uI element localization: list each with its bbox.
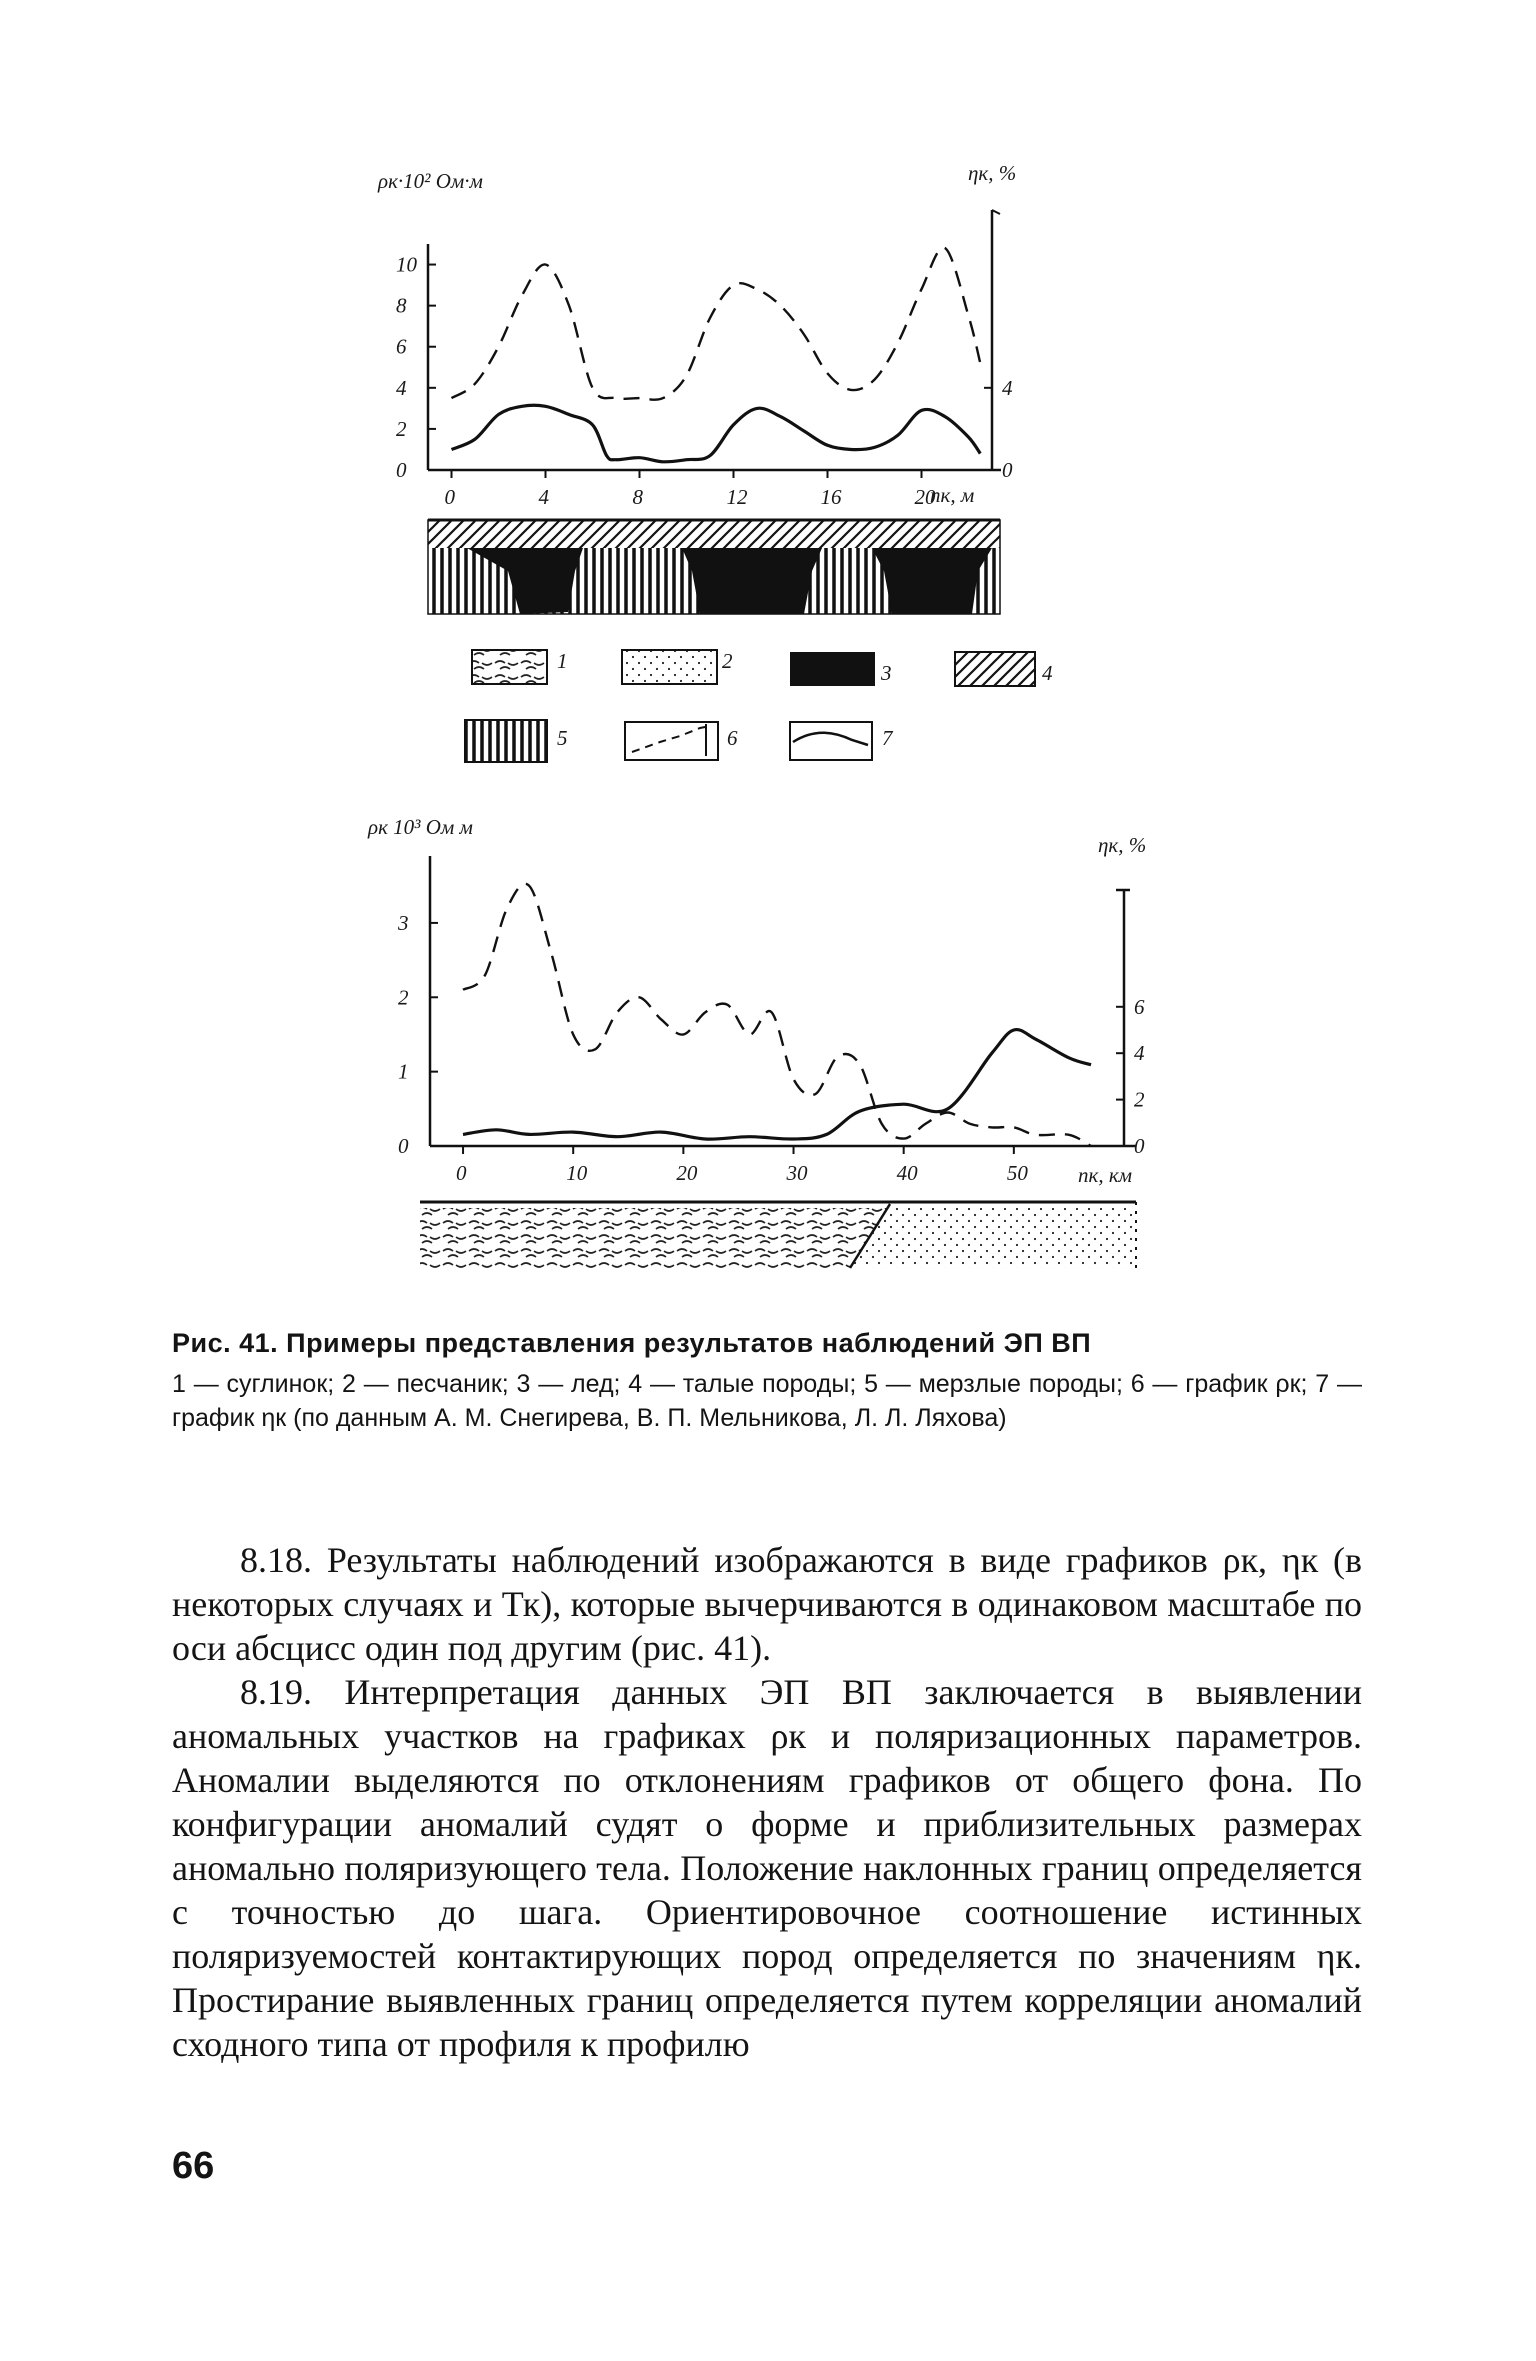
chart2-x-tick-label: 20 bbox=[676, 1161, 698, 1185]
chart2-axes bbox=[430, 856, 1136, 1146]
chart2-x-tick-label: 0 bbox=[456, 1161, 467, 1185]
chart2-series-eta-k bbox=[463, 1030, 1091, 1140]
legend-num-2: 2 bbox=[722, 649, 733, 673]
legend-num-4: 4 bbox=[1042, 661, 1053, 685]
paragraph-8-18: 8.18. Результаты наблюдений изображаются в виде графиков ρк, ηк (в некоторых случаях и Тк), которые вычерчиваются в одинаковом масштабе по оси абсцисс один под другим (рис. 41). bbox=[172, 1540, 1362, 1668]
chart1-axes bbox=[428, 210, 1001, 470]
caption-title: Рис. 41. Примеры представления результатов наблюдений ЭП ВП bbox=[172, 1328, 1092, 1358]
cross-section-2 bbox=[420, 1202, 1136, 1268]
paragraph-8-19: 8.19. Интерпретация данных ЭП ВП заключается в выявлении аномальных участков на графиках ρк и поляризационных параметров. Аномалии выделяются по отклонениям графиков от общего фона. По конфигурации аномалий судят о форме и приблизительных размерах аномально поляризующего тела. Положение наклонных границ определяется с точностью до шага. Ориентировочное соотношение истинных поляризуемостей контактирующих пород определяется по значениям ηк. Простирание выявленных границ определяется путем корреляции аномалий сходного типа от профиля к профилю bbox=[172, 1672, 1362, 2064]
chart1-x-tick-label: 8 bbox=[632, 485, 643, 509]
chart2-y-right-tick-label: 6 bbox=[1134, 994, 1145, 1019]
chart1-y-right-tick-label: 4 bbox=[1002, 375, 1013, 400]
cross-section-1 bbox=[428, 520, 1000, 614]
sandstone-layer bbox=[850, 1208, 1136, 1268]
chart2-x-tick-label: 40 bbox=[896, 1161, 918, 1185]
legend-swatch-loam bbox=[472, 650, 547, 684]
body-text bbox=[172, 1538, 1362, 2066]
chart2-x-tick-label: 30 bbox=[786, 1161, 808, 1185]
chart2-y-right-tick-label: 2 bbox=[1134, 1087, 1145, 1112]
legend-num-6: 6 bbox=[727, 726, 738, 750]
legend-num-1: 1 bbox=[557, 649, 568, 673]
chart2-y-left-tick-label: 3 bbox=[398, 910, 409, 935]
chart2-x-ticks bbox=[456, 1146, 1028, 1185]
chart1-y-left-tick-label: 6 bbox=[396, 334, 407, 359]
chart1-y-left-tick-label: 2 bbox=[396, 416, 407, 441]
chart1-series-rho-k bbox=[452, 248, 981, 400]
legend bbox=[465, 649, 1053, 762]
chart2-y-right-ticks bbox=[1116, 995, 1145, 1158]
chart-1 bbox=[377, 161, 1016, 509]
figure-caption bbox=[172, 1328, 1362, 1435]
thawed-layer bbox=[428, 520, 1000, 548]
chart1-x-tick-label: 20 bbox=[914, 485, 936, 509]
chart1-y-right-tick-label: 0 bbox=[1002, 458, 1013, 482]
chart1-y-left-tick-label: 10 bbox=[396, 252, 417, 277]
caption-body: 1 — суглинок; 2 — песчаник; 3 — лед; 4 — талые породы; 5 — мерзлые породы; 6 — график ρк; 7 — график ηк (по данным А. М. Снегирева, В. П. Мельникова, Л. Л. Ляхова) bbox=[172, 1370, 1362, 1432]
chart1-series-eta-k bbox=[452, 405, 981, 462]
chart2-x-tick-label: 50 bbox=[1006, 1161, 1028, 1185]
chart2-y-right-label: ηк, % bbox=[1098, 833, 1147, 857]
chart2-x-tick-label: 10 bbox=[566, 1161, 588, 1185]
legend-num-5: 5 bbox=[557, 726, 568, 750]
chart2-y-right-tick-label: 0 bbox=[1134, 1134, 1145, 1158]
legend-swatch-solid-curve bbox=[790, 722, 872, 760]
chart2-y-left-tick-label: 1 bbox=[398, 1059, 409, 1084]
legend-num-7: 7 bbox=[882, 726, 893, 750]
chart1-y-right-ticks bbox=[984, 376, 1013, 482]
chart1-x-tick-label: 0 bbox=[444, 485, 455, 509]
ice-lens-2 bbox=[682, 548, 822, 614]
chart2-y-left-label: ρк 10³ Ом м bbox=[368, 815, 473, 839]
page-number: 66 bbox=[172, 2145, 215, 2187]
legend-swatch-ice bbox=[790, 652, 875, 686]
chart-2 bbox=[367, 815, 1146, 1187]
chart2-y-right-tick-label: 4 bbox=[1134, 1041, 1145, 1066]
legend-swatch-sand bbox=[622, 650, 717, 684]
chart2-x-label: пк, км bbox=[1078, 1163, 1133, 1187]
chart2-y-left-tick-label: 0 bbox=[398, 1134, 409, 1158]
chart1-x-ticks bbox=[445, 470, 937, 509]
legend-swatch-thawed bbox=[955, 652, 1035, 686]
chart1-x-tick-label: 12 bbox=[726, 485, 748, 509]
chart1-x-tick-label: 16 bbox=[820, 485, 842, 509]
chart2-series-rho-k bbox=[463, 884, 1091, 1146]
chart1-y-left-label: ρк·10² Ом·м bbox=[378, 169, 483, 193]
chart2-y-left-tick-label: 2 bbox=[398, 985, 409, 1010]
chart1-series bbox=[452, 248, 981, 462]
chart2-y-left-ticks bbox=[397, 911, 438, 1158]
legend-num-3: 3 bbox=[881, 661, 892, 685]
chart1-y-right-label: ηк, % bbox=[968, 161, 1017, 185]
chart1-y-left-tick-label: 0 bbox=[396, 458, 407, 482]
chart1-y-left-tick-label: 8 bbox=[396, 293, 407, 318]
legend-swatch-frozen bbox=[465, 720, 547, 762]
chart1-x-label: пк, м bbox=[930, 483, 975, 507]
chart1-y-left-tick-label: 4 bbox=[396, 375, 407, 400]
chart1-x-tick-label: 4 bbox=[538, 485, 549, 509]
chart1-y-left-ticks bbox=[396, 253, 436, 482]
chart2-series bbox=[463, 884, 1091, 1146]
loam-layer bbox=[420, 1208, 890, 1268]
